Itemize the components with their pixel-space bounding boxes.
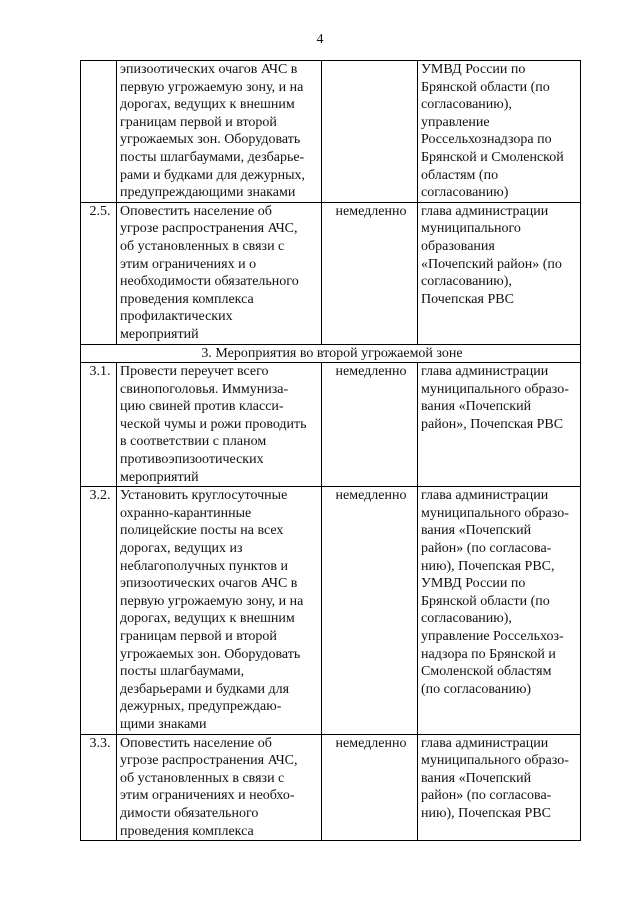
term-cell: немедленно <box>322 363 418 487</box>
action-line: первую угрожаемую зону, и на <box>120 79 304 95</box>
responsible-cell <box>418 734 581 841</box>
responsible-line: глава администрации <box>421 203 549 219</box>
action-line: Оповестить население об <box>120 203 272 219</box>
action-line: об установленных в связи с <box>120 238 285 254</box>
responsible-line: образования <box>421 238 495 254</box>
responsible-line: глава администрации <box>421 735 549 751</box>
action-line: мероприятий <box>120 469 199 485</box>
action-line: противоэпизоотических <box>120 452 264 468</box>
responsible-cell <box>418 61 581 203</box>
action-line: мероприятий <box>120 326 199 342</box>
term-cell <box>322 61 418 203</box>
action-line: угрожаемых зон. Оборудовать <box>120 132 301 148</box>
action-cell <box>117 61 322 203</box>
action-line: первую угрожаемую зону, и на <box>120 593 304 609</box>
section-header-body <box>81 344 581 363</box>
table-row <box>81 734 581 841</box>
action-line: димости обязательного <box>120 805 259 821</box>
action-line: свинопоголовья. Иммуниза- <box>120 381 289 397</box>
action-line: цию свиней против класси- <box>120 399 284 415</box>
action-line: об установленных в связи с <box>120 770 285 786</box>
table-row <box>81 61 581 203</box>
action-line: дорогах, ведущих к внешним <box>120 611 295 627</box>
responsible-line: муниципального <box>421 221 521 237</box>
action-line: угрозе распространения АЧС, <box>120 221 298 237</box>
responsible-line: вания «Почепский <box>421 523 532 539</box>
responsible-line: глава администрации <box>421 488 549 504</box>
page-number: 4 <box>316 32 324 47</box>
responsible-line: нию), Почепская РВС <box>421 805 552 821</box>
action-line: Оповестить население об <box>120 735 272 751</box>
responsible-line: управление Россельхоз- <box>421 629 564 644</box>
term-cell: немедленно <box>322 487 418 734</box>
row-number: 3.1. <box>81 363 117 487</box>
responsible-line: надзора по Брянской и <box>421 646 556 662</box>
action-line: в соответствии с планом <box>120 434 267 450</box>
table-row <box>81 487 581 734</box>
responsible-cell <box>418 363 581 487</box>
responsible-line: глава администрации <box>421 364 549 380</box>
responsible-line: муниципального образо- <box>421 505 569 521</box>
action-line: дорогах, ведущих из <box>120 541 243 557</box>
action-line: рами и будками для дежурных, <box>120 167 306 183</box>
responsible-line: муниципального образо- <box>421 753 569 769</box>
responsible-cell <box>418 202 581 344</box>
action-cell <box>117 487 322 734</box>
responsible-line: вания «Почепский <box>421 399 532 415</box>
action-line: Установить круглосуточные <box>120 488 288 504</box>
responsible-line: «Почепский район» (по <box>421 256 562 272</box>
responsible-line: согласованию), <box>421 97 512 113</box>
responsible-line: Почепская РВС <box>421 291 514 307</box>
row-number: 2.5. <box>81 202 117 344</box>
responsible-line: Брянской области (по <box>421 79 550 95</box>
row-number: 3.3. <box>81 734 117 841</box>
responsible-line: областям (по <box>421 167 499 183</box>
action-line: границам первой и второй <box>120 114 277 130</box>
table-row <box>81 363 581 487</box>
action-line: охранно-карантинные <box>120 505 252 521</box>
action-line: угрозе распространения АЧС, <box>120 753 298 769</box>
action-line: этим ограничениях и необхо- <box>120 788 295 804</box>
responsible-line: район» (по согласова- <box>421 788 552 804</box>
action-line: дезбарьерами и будками для <box>120 681 290 697</box>
responsible-line: район» (по согласова- <box>421 541 552 557</box>
row-number <box>81 61 117 203</box>
responsible-line: вания «Почепский <box>421 770 532 786</box>
row-number: 3.2. <box>81 487 117 734</box>
action-line: неблагополучных пунктов и <box>120 558 288 574</box>
responsible-line: Брянской области (по <box>421 593 550 609</box>
action-line: проведения комплекса <box>120 291 254 307</box>
action-line: угрожаемых зон. Оборудовать <box>120 646 301 662</box>
action-line: дорогах, ведущих к внешним <box>120 97 295 113</box>
responsible-line: нию), Почепская РВС, <box>421 558 555 574</box>
section-title: 3. Мероприятия во второй угрожаемой зоне <box>81 344 581 363</box>
action-line: проведения комплекса <box>120 823 254 839</box>
responsible-line: Россельхознадзора по <box>421 132 552 148</box>
action-line: Провести переучет всего <box>120 364 269 380</box>
action-line: эпизоотических очагов АЧС в <box>120 62 298 77</box>
responsible-line: район», Почепская РВС <box>421 416 564 432</box>
responsible-cell <box>418 487 581 734</box>
term-cell: немедленно <box>322 734 418 841</box>
table-body-zone1 <box>81 61 581 345</box>
action-line: границам первой и второй <box>120 629 277 644</box>
responsible-line: Смоленской областям <box>421 664 552 680</box>
action-line: полицейские посты на всех <box>120 523 284 539</box>
responsible-line: Брянской и Смоленской <box>421 149 564 165</box>
action-line: посты шлагбаумами, <box>120 664 245 680</box>
action-line: дежурных, предупреждаю- <box>120 699 282 715</box>
action-cell <box>117 202 322 344</box>
action-line: предупреждающими знаками <box>120 185 296 201</box>
action-line: щими знаками <box>120 716 207 732</box>
action-line: необходимости обязательного <box>120 274 299 290</box>
responsible-line: (по согласованию) <box>421 681 532 697</box>
responsible-line: УМВД России по <box>421 62 526 77</box>
measures-table <box>80 60 581 841</box>
term-cell: немедленно <box>322 202 418 344</box>
action-line: ческой чумы и рожи проводить <box>120 416 307 432</box>
section-row <box>81 344 581 363</box>
responsible-line: согласованию), <box>421 274 512 290</box>
table-body-zone2 <box>81 363 581 841</box>
action-line: этим ограничениях и о <box>120 256 257 272</box>
responsible-line: согласованию), <box>421 611 512 627</box>
action-cell <box>117 363 322 487</box>
responsible-line: УМВД России по <box>421 576 526 592</box>
responsible-line: согласованию) <box>421 185 509 201</box>
responsible-line: муниципального образо- <box>421 381 569 397</box>
table-row <box>81 202 581 344</box>
action-line: эпизоотических очагов АЧС в <box>120 576 298 592</box>
responsible-line: управление <box>421 114 490 130</box>
action-line: профилактических <box>120 309 233 325</box>
action-line: посты шлагбаумами, дезбарье- <box>120 149 305 165</box>
action-cell <box>117 734 322 841</box>
